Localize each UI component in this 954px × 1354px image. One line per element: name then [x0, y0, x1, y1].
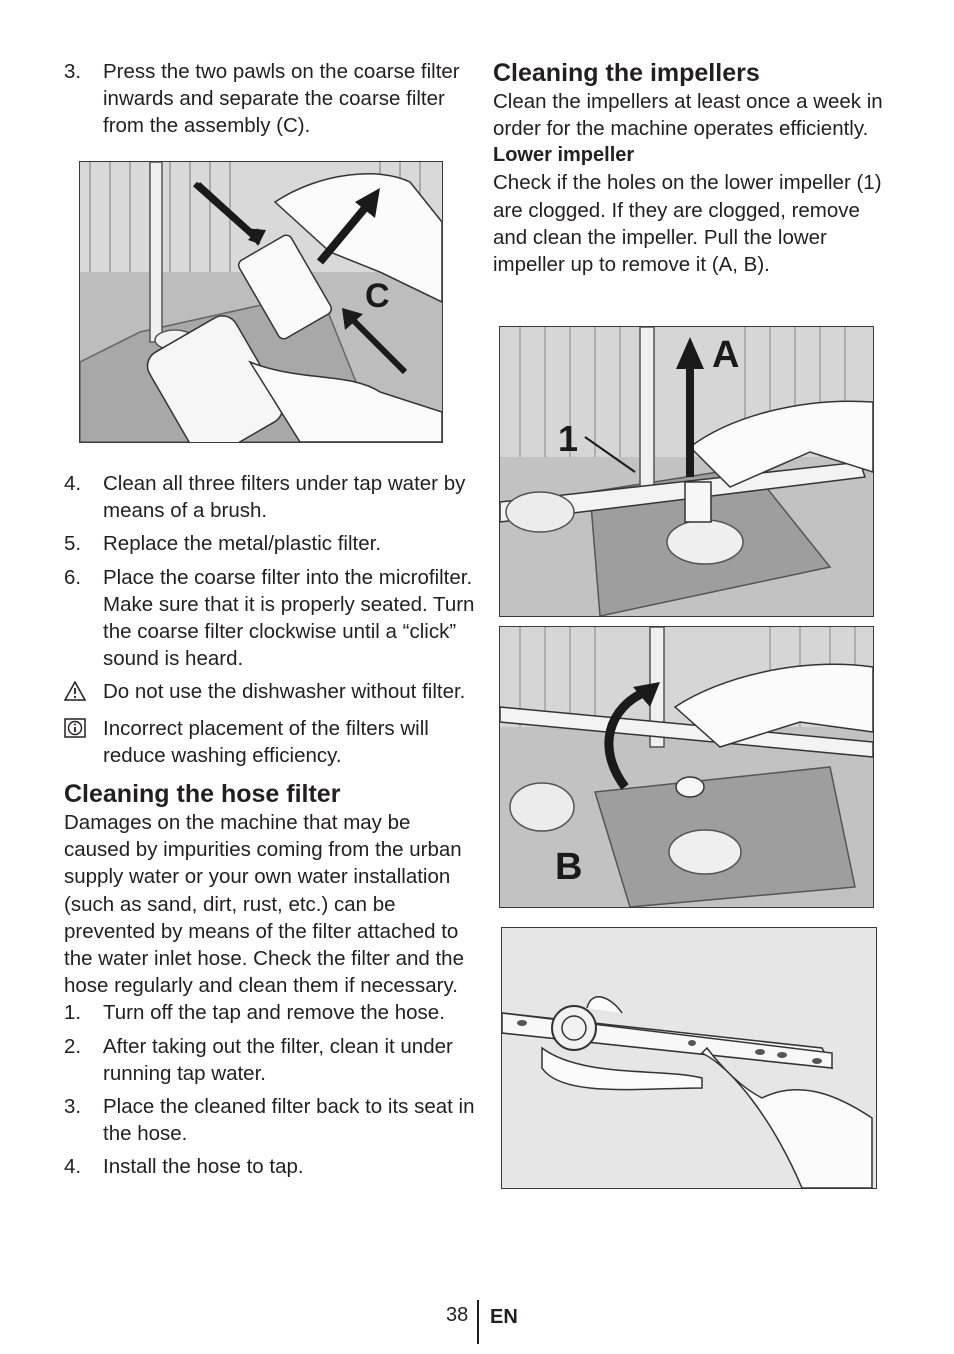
- hose-filter-paragraph: Damages on the machine that may be caused by impurities coming from the urban supply water or your own water installation (such as sand, dirt, rust, etc.) can be prevented by means of the filter attached to the water inlet hose. Check the filter and the hose regularly and clean them if necessary.: [64, 811, 464, 998]
- info-text: Incorrect placement of the filters will reduce washing efficiency.: [103, 716, 429, 767]
- info-note: [64, 715, 479, 769]
- list-item: [64, 999, 479, 1026]
- impellers-heading: Cleaning the impellers: [493, 59, 760, 87]
- lower-impeller-paragraph: Check if the holes on the lower impeller (1) are clogged. If they are clogged, remove and clean the impeller. Pull the lower impeller up to remove it (A, B).: [493, 171, 882, 277]
- figure-coarse-filter: [79, 161, 443, 443]
- warning-icon: [64, 678, 103, 708]
- step-text: Press the two pawls on the coarse filter inwards and separate the coarse filter from the assembly (C).: [103, 60, 460, 138]
- warning-text: Do not use the dishwasher without filter.: [103, 680, 466, 704]
- list-item: [64, 1153, 479, 1180]
- step-number: 4.: [64, 472, 82, 495]
- figure-c-label: C: [365, 277, 390, 315]
- list-item: [64, 470, 479, 524]
- list-item: [64, 530, 479, 557]
- step-number: 6.: [64, 565, 82, 589]
- step-number: 1.: [64, 1001, 82, 1025]
- steps-a: [64, 58, 479, 140]
- page-number: 38: [446, 1304, 469, 1326]
- step-text: Clean all three filters under tap water by means of a brush.: [103, 472, 466, 523]
- step-text: Replace the metal/plastic filter.: [103, 532, 382, 556]
- impellers-paragraph: Clean the impellers at least once a week in order for the machine operates efficiently.: [493, 90, 883, 141]
- list-item: [64, 58, 479, 140]
- left-column: [64, 58, 479, 146]
- step-number: 2.: [64, 1034, 82, 1058]
- figure-check-holes: [501, 927, 877, 1189]
- warning-note: [64, 678, 479, 708]
- lower-impeller-heading: Lower impeller: [493, 144, 635, 167]
- figure-a-label: A: [712, 334, 740, 376]
- figure-a-callout: 1: [558, 418, 579, 459]
- step-text: Place the cleaned filter back to its seat in the hose.: [103, 1095, 475, 1146]
- figure-b-label: B: [555, 846, 583, 888]
- list-item: [64, 564, 479, 673]
- step-number: 4.: [64, 1155, 82, 1179]
- step-number: 5.: [64, 532, 82, 556]
- footer-divider: [477, 1300, 479, 1344]
- step-number: 3.: [64, 60, 82, 83]
- info-icon: [64, 715, 103, 769]
- language-label: EN: [490, 1306, 518, 1328]
- step-text: After taking out the filter, clean it under running tap water.: [103, 1034, 453, 1085]
- steps-b: [64, 470, 479, 1187]
- step-number: 3.: [64, 1095, 82, 1119]
- step-text: Place the coarse filter into the microfilter. Make sure that it is properly seated. Turn the coarse filter clockwise until a “click” sound is heard.: [103, 565, 475, 671]
- list-item: [64, 1093, 479, 1147]
- right-column: [493, 58, 893, 278]
- step-text: Install the hose to tap.: [103, 1155, 304, 1179]
- figure-lift-impeller: [499, 326, 874, 617]
- hose-filter-heading: Cleaning the hose filter: [64, 780, 341, 809]
- figure-remove-impeller: [499, 626, 874, 908]
- list-item: [64, 1033, 479, 1087]
- step-text: Turn off the tap and remove the hose.: [103, 1001, 445, 1025]
